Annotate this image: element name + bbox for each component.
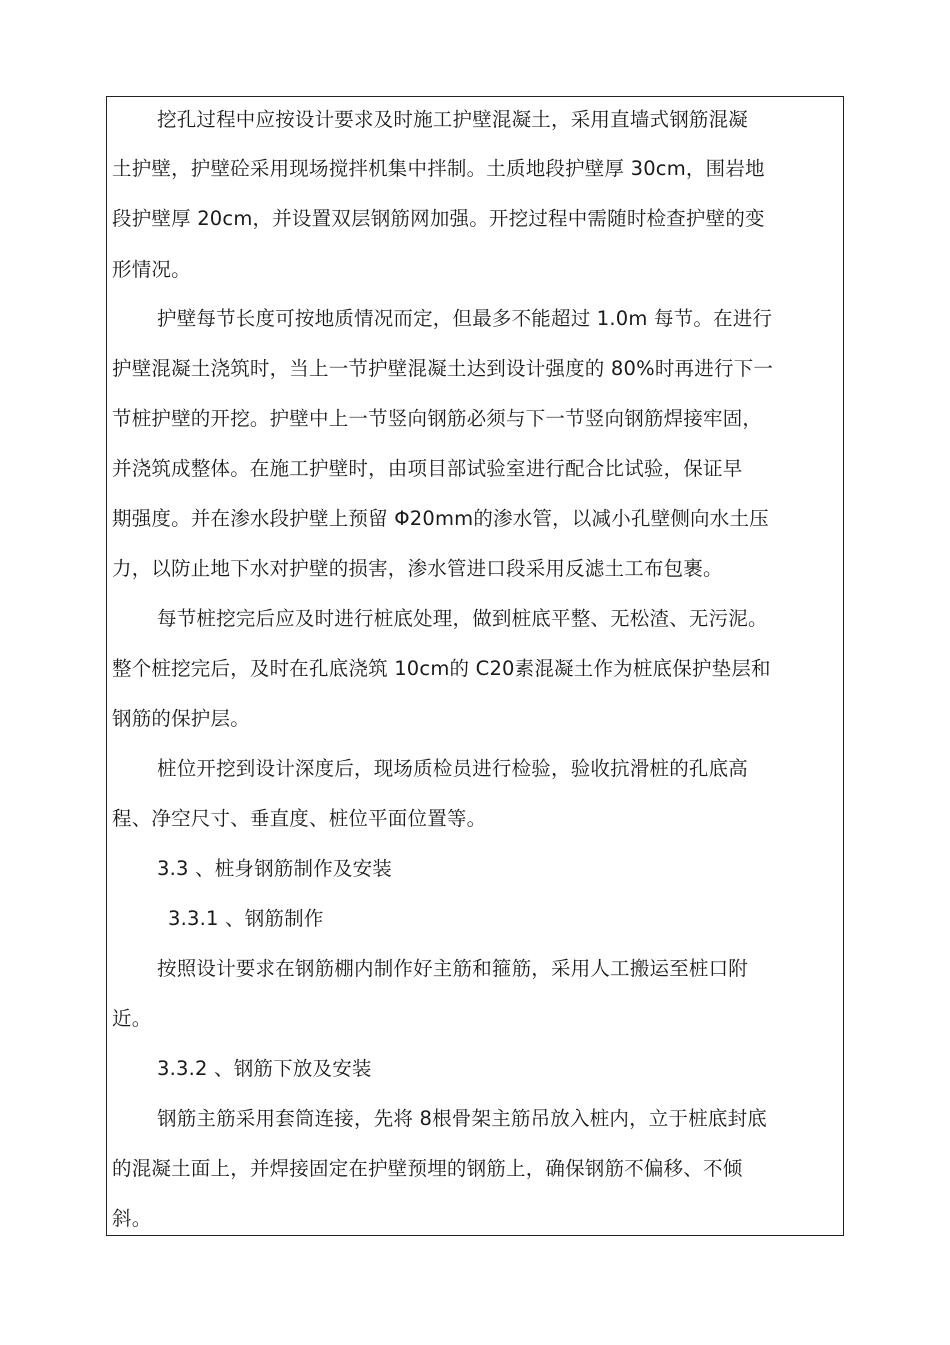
- paragraph-line: 每节桩挖完后应及时进行桩底处理，做到桩底平整、无松渣、无污泥。: [157, 607, 768, 630]
- paragraph-line: 护壁混凝土浇筑时，当上一节护壁混凝土达到设计强度的 80%时再进行下一: [112, 357, 774, 380]
- paragraph-line: 力，以防止地下水对护壁的损害，渗水管进口段采用反滤土工布包裹。: [112, 557, 723, 580]
- paragraph-line: 的混凝土面上，并焊接固定在护壁预埋的钢筋上，确保钢筋不偏移、不倾: [112, 1157, 743, 1180]
- paragraph-line: 期强度。并在渗水段护壁上预留 Φ20mm的渗水管，以减小孔壁侧向水土压: [112, 507, 769, 530]
- paragraph-line: 并浇筑成整体。在施工护壁时，由项目部试验室进行配合比试验，保证早: [112, 457, 743, 480]
- paragraph-line: 形情况。: [112, 258, 191, 281]
- subsection-heading: 3.3.1 、钢筋制作: [168, 907, 324, 930]
- paragraph-line: 节桩护壁的开挖。护壁中上一节竖向钢筋必须与下一节竖向钢筋焊接牢固，: [112, 407, 763, 430]
- paragraph-line: 钢筋的保护层。: [112, 707, 250, 730]
- paragraph-line: 近。: [112, 1007, 152, 1030]
- paragraph-line: 挖孔过程中应按设计要求及时施工护壁混凝土，采用直墙式钢筋混凝: [157, 108, 749, 131]
- paragraph-line: 土护壁，护壁砼采用现场搅拌机集中拌制。土质地段护壁厚 30cm，围岩地: [112, 157, 765, 180]
- paragraph-line: 按照设计要求在钢筋棚内制作好主筋和箍筋，采用人工搬运至桩口附: [157, 957, 749, 980]
- section-heading: 3.3 、桩身钢筋制作及安装: [157, 857, 393, 880]
- paragraph-line: 护壁每节长度可按地质情况而定，但最多不能超过 1.0m 每节。在进行: [157, 307, 773, 330]
- paragraph-line: 斜。: [112, 1207, 152, 1230]
- paragraph-line: 钢筋主筋采用套筒连接，先将 8根骨架主筋吊放入桩内，立于桩底封底: [157, 1107, 768, 1130]
- paragraph-line: 桩位开挖到设计深度后，现场质检员进行检验，验收抗滑桩的孔底高: [157, 757, 749, 780]
- paragraph-line: 整个桩挖完后，及时在孔底浇筑 10cm的 C20素混凝土作为桩底保护垫层和: [112, 657, 771, 680]
- paragraph-line: 段护壁厚 20cm，并设置双层钢筋网加强。开挖过程中需随时检查护壁的变: [112, 207, 765, 230]
- paragraph-line: 程、净空尺寸、垂直度、桩位平面位置等。: [112, 807, 487, 830]
- subsection-heading: 3.3.2 、钢筋下放及安装: [157, 1057, 372, 1080]
